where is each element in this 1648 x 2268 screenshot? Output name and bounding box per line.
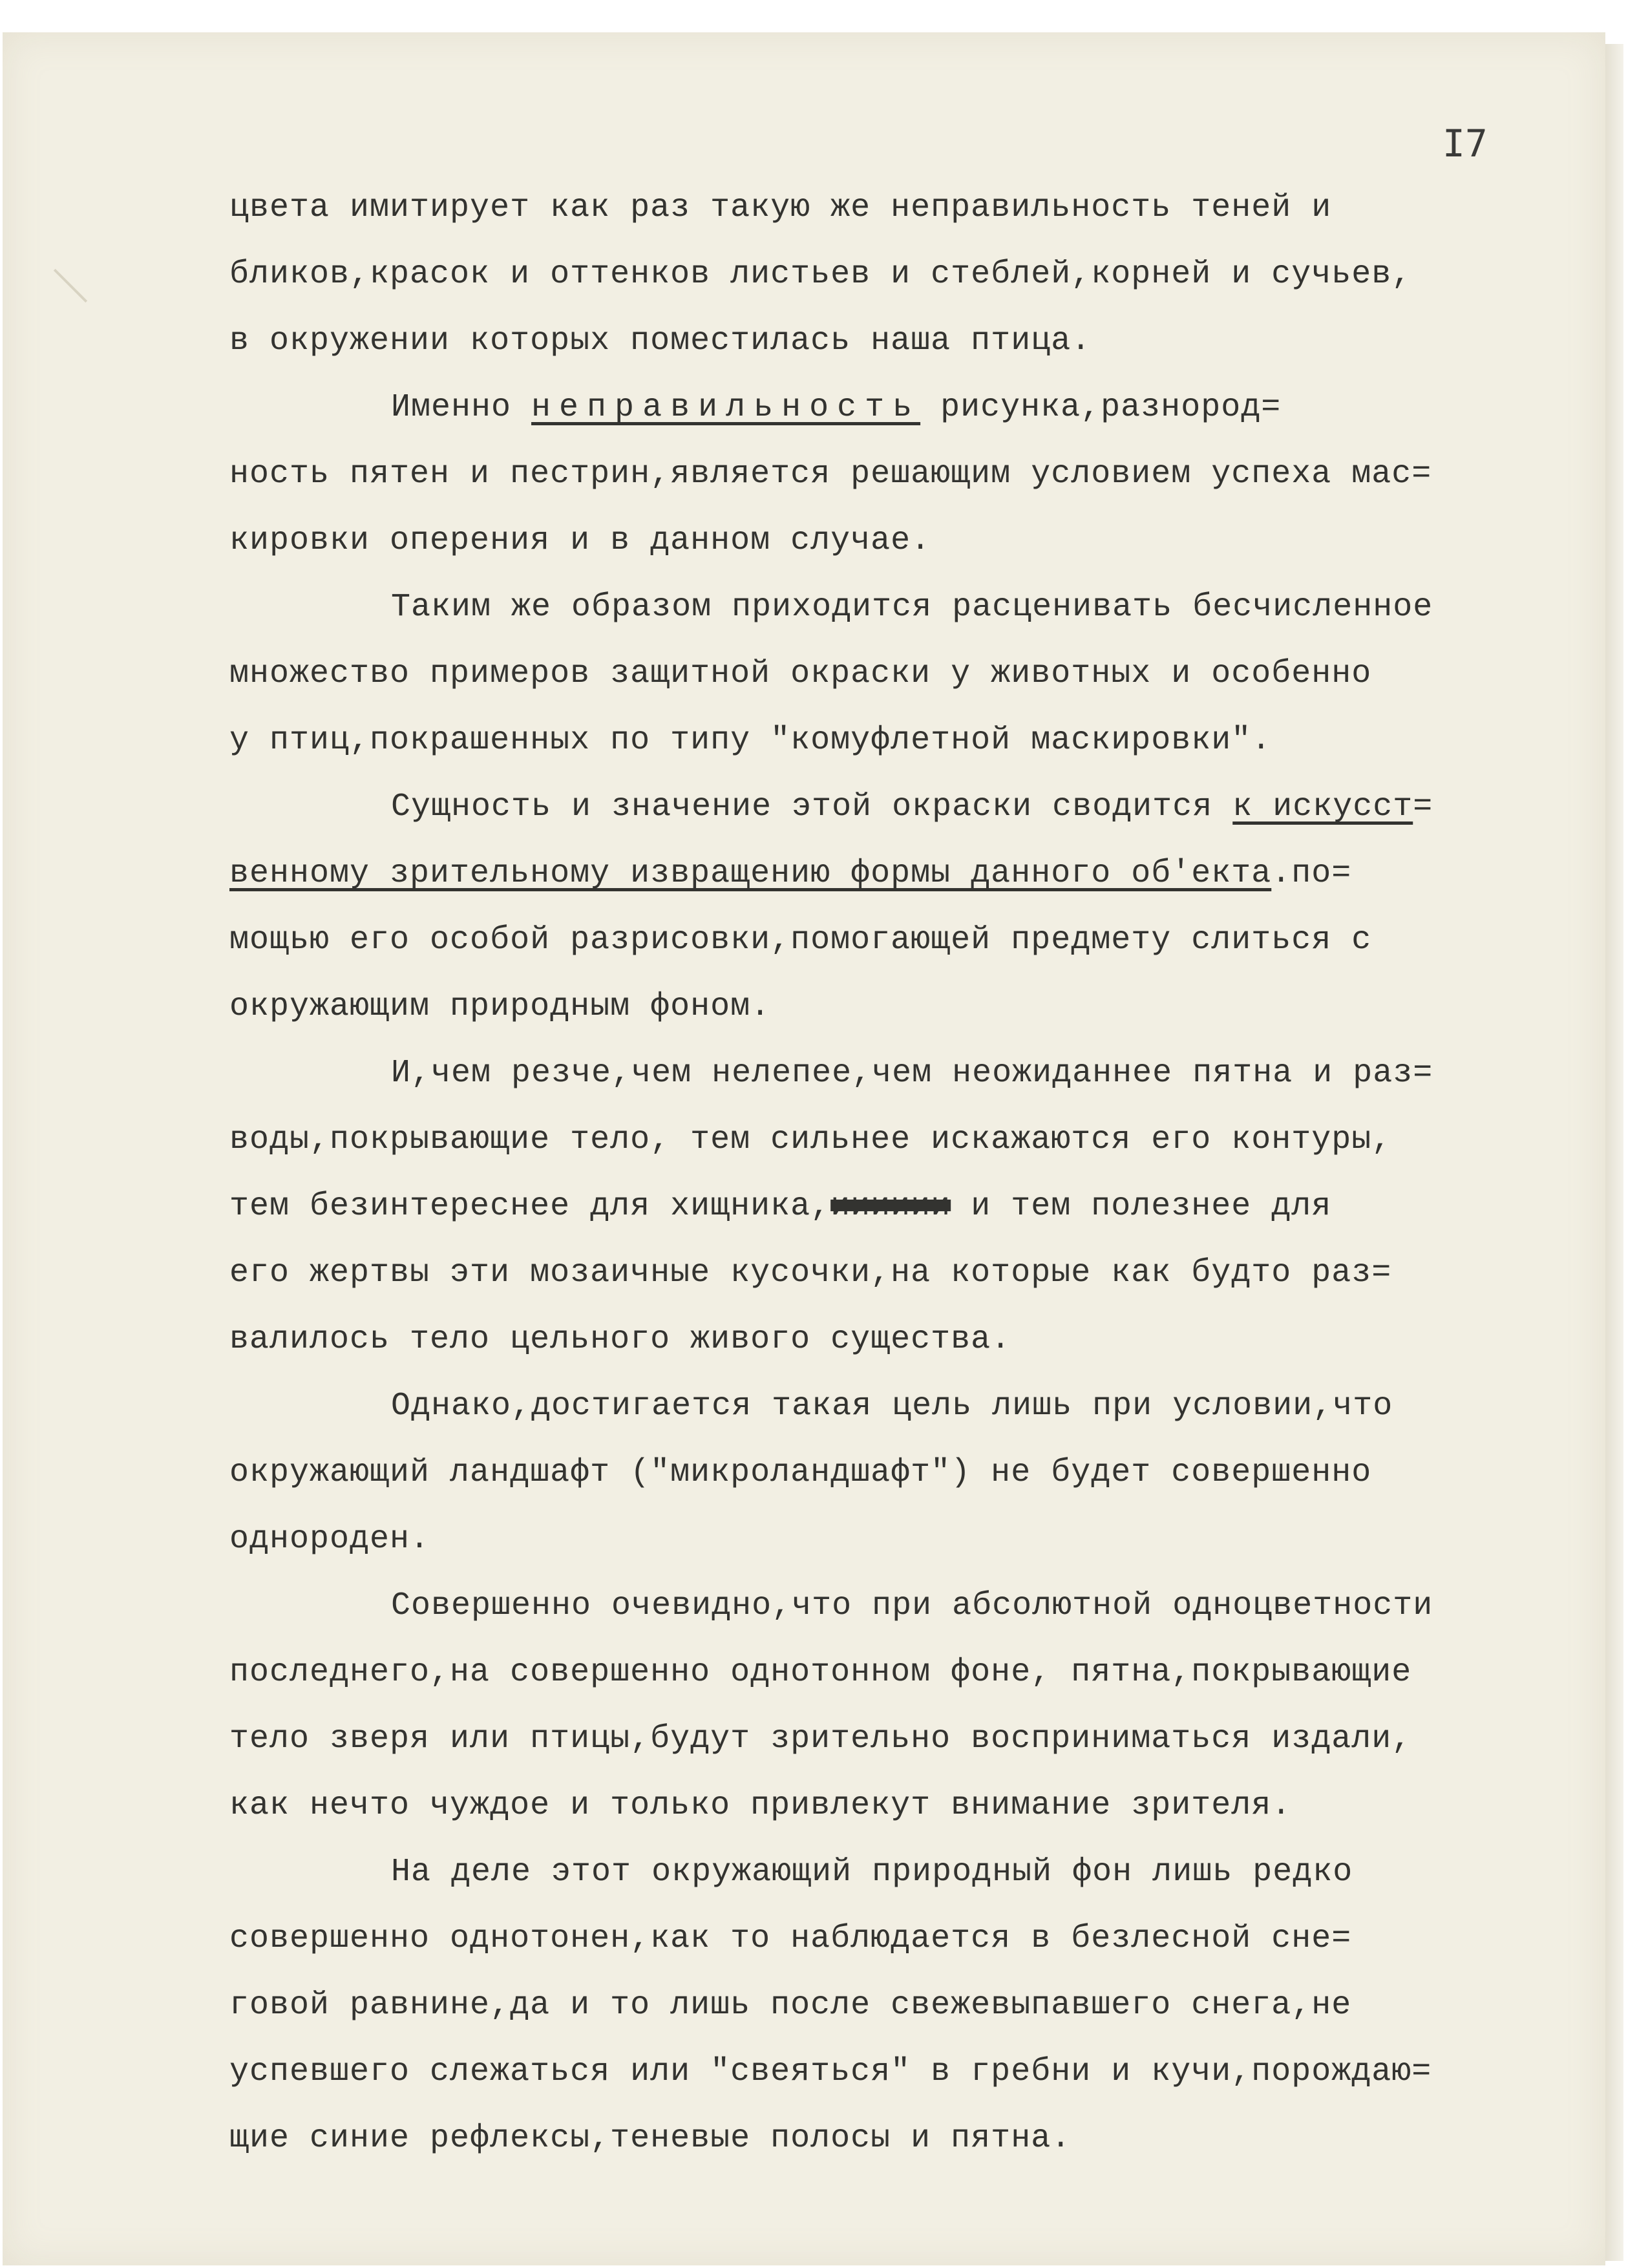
page-number: I7 [1442,122,1488,165]
text-line [229,1573,1554,1639]
text-line [229,574,1554,641]
line-text: последнего,на совершенно однотонном фоне, пятна,покрывающие [229,1654,1412,1691]
text-line [229,374,1554,441]
text-line [229,441,1554,507]
line-text: = [1413,789,1433,825]
text-line [229,1173,1554,1240]
struck-text: ииииии [830,1188,951,1225]
typewritten-text [229,175,1554,2172]
text-line [229,707,1554,774]
line-text: у птиц,покрашенных по типу "комуфлетной маскировки". [229,722,1272,759]
emphasized-text: неправильность [531,389,921,426]
text-line [229,973,1554,1040]
line-text: щие синие рефлексы,теневые полосы и пятна. [229,2120,1072,2157]
text-line [229,1772,1554,1839]
text-line [229,1839,1554,1905]
line-text: Сущность и значение этой окраски сводится [391,789,1233,825]
line-text: кировки оперения и в данном случае. [229,522,931,559]
line-text: рисунка,разнород= [920,389,1282,426]
text-line [229,507,1554,574]
text-line [229,1706,1554,1772]
line-text: множество примеров защитной окраски у животных и особенно [229,655,1372,692]
text-line [229,907,1554,973]
text-line [229,1240,1554,1306]
emphasized-text: венному зрительному извращению формы данного об'екта [229,855,1272,892]
text-line [229,1439,1554,1506]
line-text: Именно [391,389,532,426]
text-line [229,241,1554,308]
line-text: говой равнине,да и то лишь после свежевыпавшего снега,не [229,1987,1352,2024]
line-text: бликов,красок и оттенков листьев и стеблей,корней и сучьев, [229,256,1412,293]
line-text: его жертвы эти мозаичные кусочки,на которые как будто раз= [229,1255,1392,1291]
text-line [229,1639,1554,1706]
line-text: Однако,достигается такая цель лишь при условии,что [391,1388,1393,1425]
line-text: совершенно однотонен,как то наблюдается в безлесной сне= [229,1920,1352,1957]
line-text: Совершенно очевидно,что при абсолютной одноцветности [391,1587,1433,1624]
text-line [229,2105,1554,2172]
text-line [229,1040,1554,1107]
text-line [229,1972,1554,2039]
text-line [229,175,1554,241]
line-text: однороден. [229,1521,430,1558]
text-line [229,774,1554,840]
line-text: воды,покрывающие тело, тем сильнее искажаются его контуры, [229,1121,1392,1158]
line-text: ность пятен и пестрин,является решающим условием успеха мас= [229,456,1432,493]
text-line [229,1306,1554,1373]
line-text: окружающим природным фоном. [229,988,771,1025]
text-line [229,1506,1554,1573]
line-text: На деле этот окружающий природный фон лишь редко [391,1854,1353,1891]
line-text: окружающий ландшафт ("микроландшафт") не будет совершенно [229,1454,1372,1491]
line-text: и тем полезнее для [951,1188,1332,1225]
paper-edge [1605,44,1623,2261]
line-text: тело зверя или птицы,будут зрительно восприниматься издали, [229,1721,1412,1757]
line-text: как нечто чуждое и только привлекут внимание зрителя. [229,1787,1292,1824]
line-text: цвета имитирует как раз такую же неправильность теней и [229,189,1332,226]
line-text: .по= [1271,855,1352,892]
line-text: валилось тело цельного живого существа. [229,1321,1011,1358]
text-line [229,840,1554,907]
text-line [229,1107,1554,1173]
fold-mark [54,269,87,302]
line-text: в окружении которых поместилась наша птица. [229,323,1092,359]
text-line [229,1373,1554,1439]
text-line [229,2039,1554,2105]
line-text: Таким же образом приходится расценивать бесчисленное [391,589,1433,626]
text-line [229,1905,1554,1972]
text-line [229,308,1554,374]
line-text: мощью его особой разрисовки,помогающей предмету слиться с [229,922,1372,959]
emphasized-text: к искусст [1232,789,1413,825]
line-text: успевшего слежаться или "свеяться" в гребни и кучи,порождаю= [229,2053,1432,2090]
line-text: И,чем резче,чем нелепее,чем неожиданнее пятна и раз= [391,1055,1433,1092]
line-text: тем безинтереснее для хищника, [229,1188,831,1225]
text-line [229,641,1554,707]
